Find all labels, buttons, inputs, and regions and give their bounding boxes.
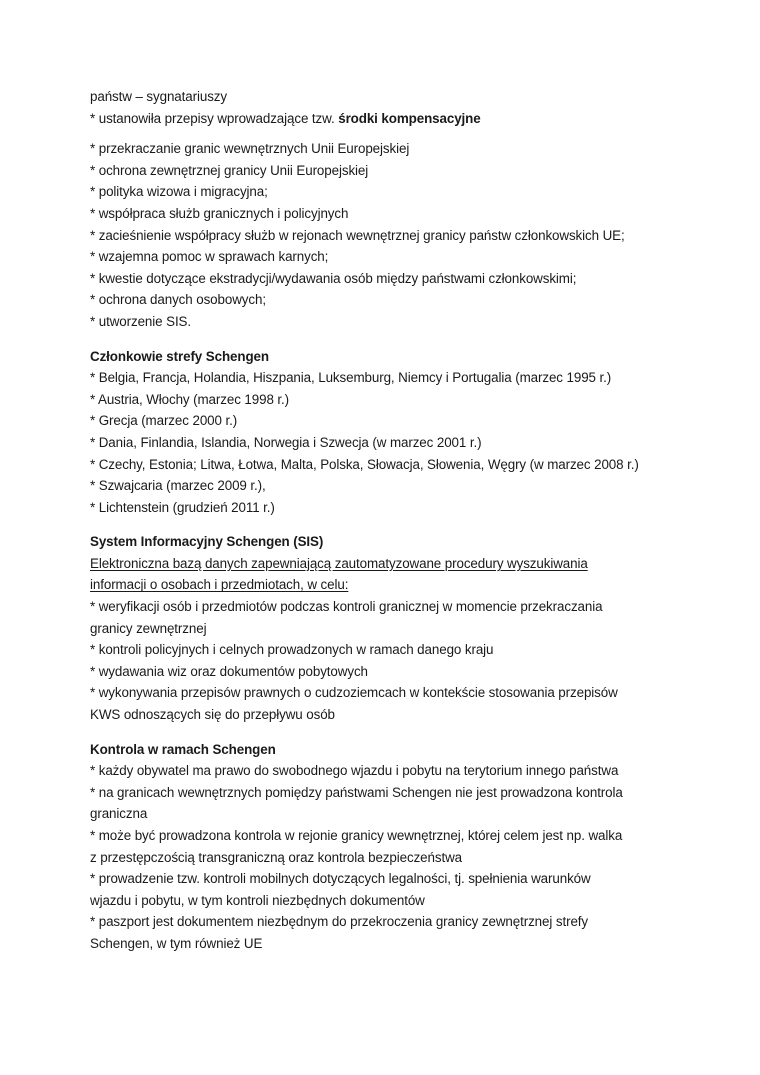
measure-item: * kwestie dotyczące ekstradycji/wydawania osób między państwami członkowskimi; <box>90 270 577 286</box>
compensation-measures-term: środki kompensacyjne <box>338 110 481 126</box>
sis-intro-line: Elektroniczna bazą danych zapewniającą zautomatyzowane procedury wyszukiwania <box>90 555 588 571</box>
control-item: * może być prowadzona kontrola w rejonie granicy wewnętrznej, której celem jest np. walka <box>90 828 623 843</box>
measure-item: * współpraca służb granicznych i policyjnych <box>90 205 349 221</box>
sis-heading: System Informacyjny Schengen (SIS) <box>90 534 324 550</box>
measure-item: * zacieśnienie współpracy służb w rejonach wewnętrznej granicy państw członkowskich UE; <box>90 227 625 243</box>
control-item: * paszport jest dokumentem niezbędnym do przekroczenia granicy zewnętrznej strefy <box>90 914 589 930</box>
control-item: * prowadzenie tzw. kontroli mobilnych dotyczących legalności, tj. spełnienia warunków <box>90 871 591 887</box>
sis-item: * wydawania wiz oraz dokumentów pobytowych <box>90 663 368 679</box>
control-item: * na granicach wewnętrznych pomiędzy państwami Schengen nie jest prowadzona kontrola <box>90 784 623 800</box>
measure-item: * przekraczanie granic wewnętrznych Unii Europejskiej <box>90 141 410 157</box>
measure-item: * ochrona danych osobowych; <box>90 292 266 308</box>
member-item: * Czechy, Estonia; Litwa, Łotwa, Malta, Polska, Słowacja, Słowenia, Węgry (w marzec 2008 r.) <box>90 456 639 472</box>
measure-item: * wzajemna pomoc w sprawach karnych; <box>90 249 329 265</box>
measure-item: * polityka wizowa i migracyjna; <box>90 184 268 200</box>
intro-line: państw – sygnatariuszy <box>90 89 227 104</box>
sis-item: granicy zewnętrznej <box>90 620 207 636</box>
intro-compensation-line <box>90 108 690 130</box>
member-item: * Lichtenstein (grudzień 2011 r.) <box>90 499 275 515</box>
control-item: wjazdu i pobytu, w tym kontroli niezbędnych dokumentów <box>90 892 425 908</box>
sis-item: * weryfikacji osób i przedmiotów podczas kontroli granicznej w momencie przekraczania <box>90 599 603 615</box>
measure-item: * utworzenie SIS. <box>90 313 192 329</box>
sis-intro-line: informacji o osobach i przedmiotach, w celu: <box>90 577 349 593</box>
members-heading: Członkowie strefy Schengen <box>90 348 269 364</box>
document-page <box>90 86 690 955</box>
control-item: z przestępczością transgraniczną oraz kontrola bezpieczeństwa <box>90 849 463 865</box>
control-item: graniczna <box>90 806 148 822</box>
member-item: * Grecja (marzec 2000 r.) <box>90 413 238 429</box>
sis-item: * kontroli policyjnych i celnych prowadzonych w ramach danego kraju <box>90 642 494 658</box>
member-item: * Austria, Włochy (marzec 1998 r.) <box>90 391 290 407</box>
control-heading: Kontrola w ramach Schengen <box>90 741 276 757</box>
intro-prefix: * ustanowiła przepisy wprowadzające tzw. <box>90 110 339 126</box>
measure-item: * ochrona zewnętrznej granicy Unii Europejskiej <box>90 162 369 178</box>
control-item: Schengen, w tym również UE <box>90 935 263 951</box>
member-item: * Belgia, Francja, Holandia, Hiszpania, Luksemburg, Niemcy i Portugalia (marzec 1995 r.) <box>90 370 612 386</box>
control-item: * każdy obywatel ma prawo do swobodnego wjazdu i pobytu na terytorium innego państwa <box>90 763 619 779</box>
member-item: * Szwajcaria (marzec 2009 r.), <box>90 478 266 494</box>
sis-item: KWS odnoszących się do przepływu osób <box>90 707 335 723</box>
sis-item: * wykonywania przepisów prawnych o cudzoziemcach w kontekście stosowania przepisów <box>90 685 618 701</box>
member-item: * Dania, Finlandia, Islandia, Norwegia i Szwecja (w marzec 2001 r.) <box>90 434 482 450</box>
